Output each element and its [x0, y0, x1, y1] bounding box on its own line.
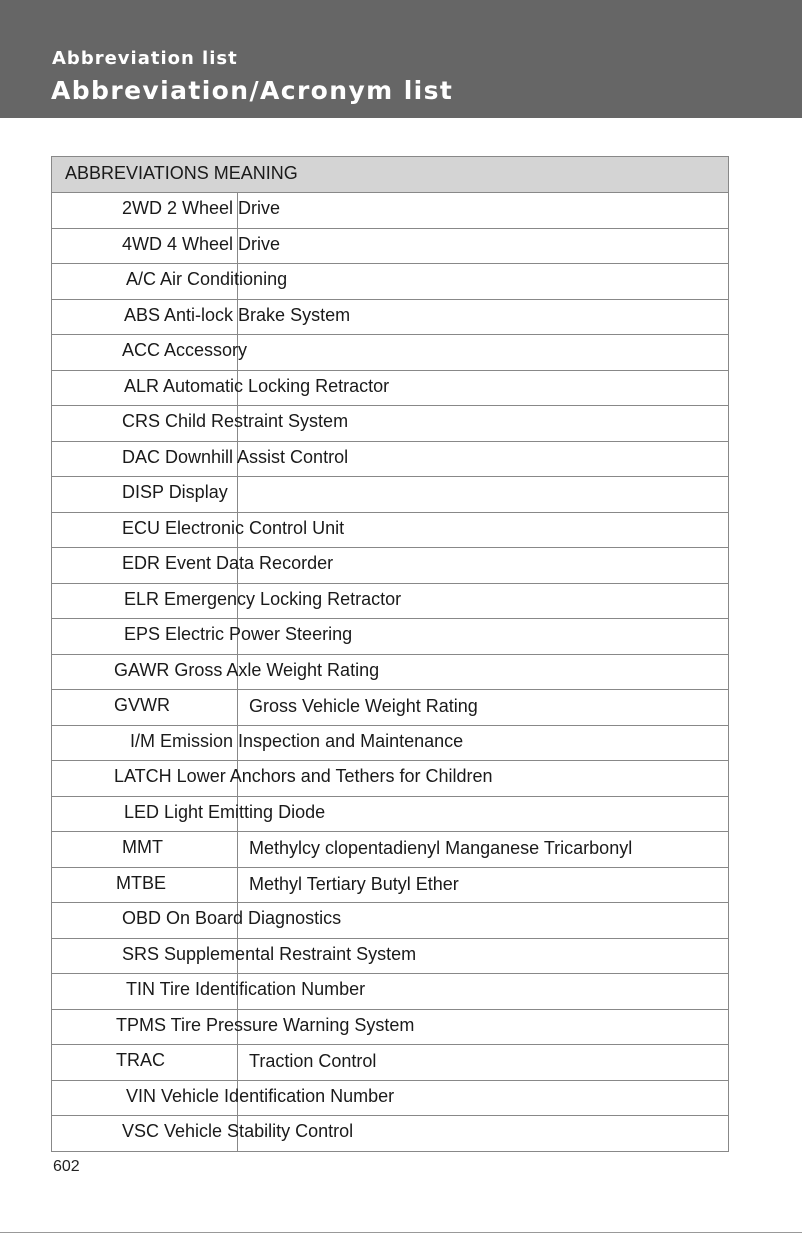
row-text: ELR Emergency Locking Retractor [124, 588, 402, 609]
table-row [52, 229, 728, 265]
bottom-rule [0, 1232, 802, 1233]
table-row [52, 939, 728, 975]
table-row [52, 690, 728, 726]
page-title: Abbreviation/Acronym list [51, 76, 454, 105]
row-meaning: Traction Control [249, 1051, 377, 1071]
page-number: 602 [53, 1158, 80, 1175]
row-abbreviation: TRAC [116, 1050, 165, 1070]
abbreviation-table [51, 156, 729, 1152]
table-row [52, 761, 728, 797]
row-text: CRS Child Restraint System [122, 411, 349, 431]
row-text: DISP Display [122, 482, 228, 502]
table-row [52, 726, 728, 762]
table-row [52, 264, 728, 300]
table-row [52, 1081, 728, 1117]
table-row [52, 868, 728, 904]
table-row [52, 903, 728, 939]
row-abbreviation: GVWR [114, 695, 170, 715]
row-text: DAC Downhill Assist Control [122, 446, 349, 467]
row-text: A/C Air Conditioning [126, 269, 288, 289]
row-text: LATCH Lower Anchors and Tethers for Children [114, 766, 493, 786]
row-meaning: Methylcy clopentadienyl Manganese Tricarbonyl [249, 838, 633, 858]
table-header-label: ABBREVIATIONS MEANING [65, 163, 298, 183]
row-text: 4WD 4 Wheel Drive [122, 233, 281, 254]
table-row [52, 1045, 728, 1081]
table-row [52, 371, 728, 407]
row-meaning: Gross Vehicle Weight Rating [249, 696, 478, 716]
table-row [52, 442, 728, 478]
row-abbreviation: MTBE [116, 872, 167, 893]
row-text: TIN Tire Identification Number [126, 979, 366, 999]
row-text: SRS Supplemental Restraint System [122, 943, 417, 964]
table-body [52, 193, 728, 1152]
table-row [52, 548, 728, 584]
row-text: I/M Emission Inspection and Maintenance [130, 730, 464, 751]
table-row [52, 584, 728, 620]
table-row [52, 832, 728, 868]
table-row [52, 1116, 728, 1152]
row-text: VSC Vehicle Stability Control [122, 1121, 354, 1141]
table-row [52, 619, 728, 655]
row-meaning: Methyl Tertiary Butyl Ether [249, 873, 459, 894]
row-text: EDR Event Data Recorder [122, 553, 334, 573]
table-row [52, 1010, 728, 1046]
row-text: TPMS Tire Pressure Warning System [116, 1014, 415, 1035]
row-text: OBD On Board Diagnostics [122, 908, 342, 928]
table-row [52, 335, 728, 371]
row-text: GAWR Gross Axle Weight Rating [114, 659, 380, 680]
row-text: ABS Anti-lock Brake System [124, 304, 351, 325]
table-row [52, 406, 728, 442]
table-row [52, 797, 728, 833]
row-text: EPS Electric Power Steering [124, 624, 353, 644]
table-row [52, 513, 728, 549]
table-row [52, 477, 728, 513]
row-text: VIN Vehicle Identification Number [126, 1085, 395, 1106]
row-text: ECU Electronic Control Unit [122, 517, 345, 538]
row-text: ALR Automatic Locking Retractor [124, 375, 390, 396]
table-row [52, 300, 728, 336]
table-header [52, 157, 728, 193]
row-text: LED Light Emitting Diode [124, 801, 326, 822]
page-header [0, 0, 802, 118]
table-row [52, 974, 728, 1010]
row-abbreviation: MMT [122, 837, 163, 857]
table-row [52, 193, 728, 229]
row-text: ACC Accessory [122, 340, 248, 360]
table-row [52, 655, 728, 691]
section-label: Abbreviation list [52, 48, 238, 69]
row-text: 2WD 2 Wheel Drive [122, 198, 281, 218]
